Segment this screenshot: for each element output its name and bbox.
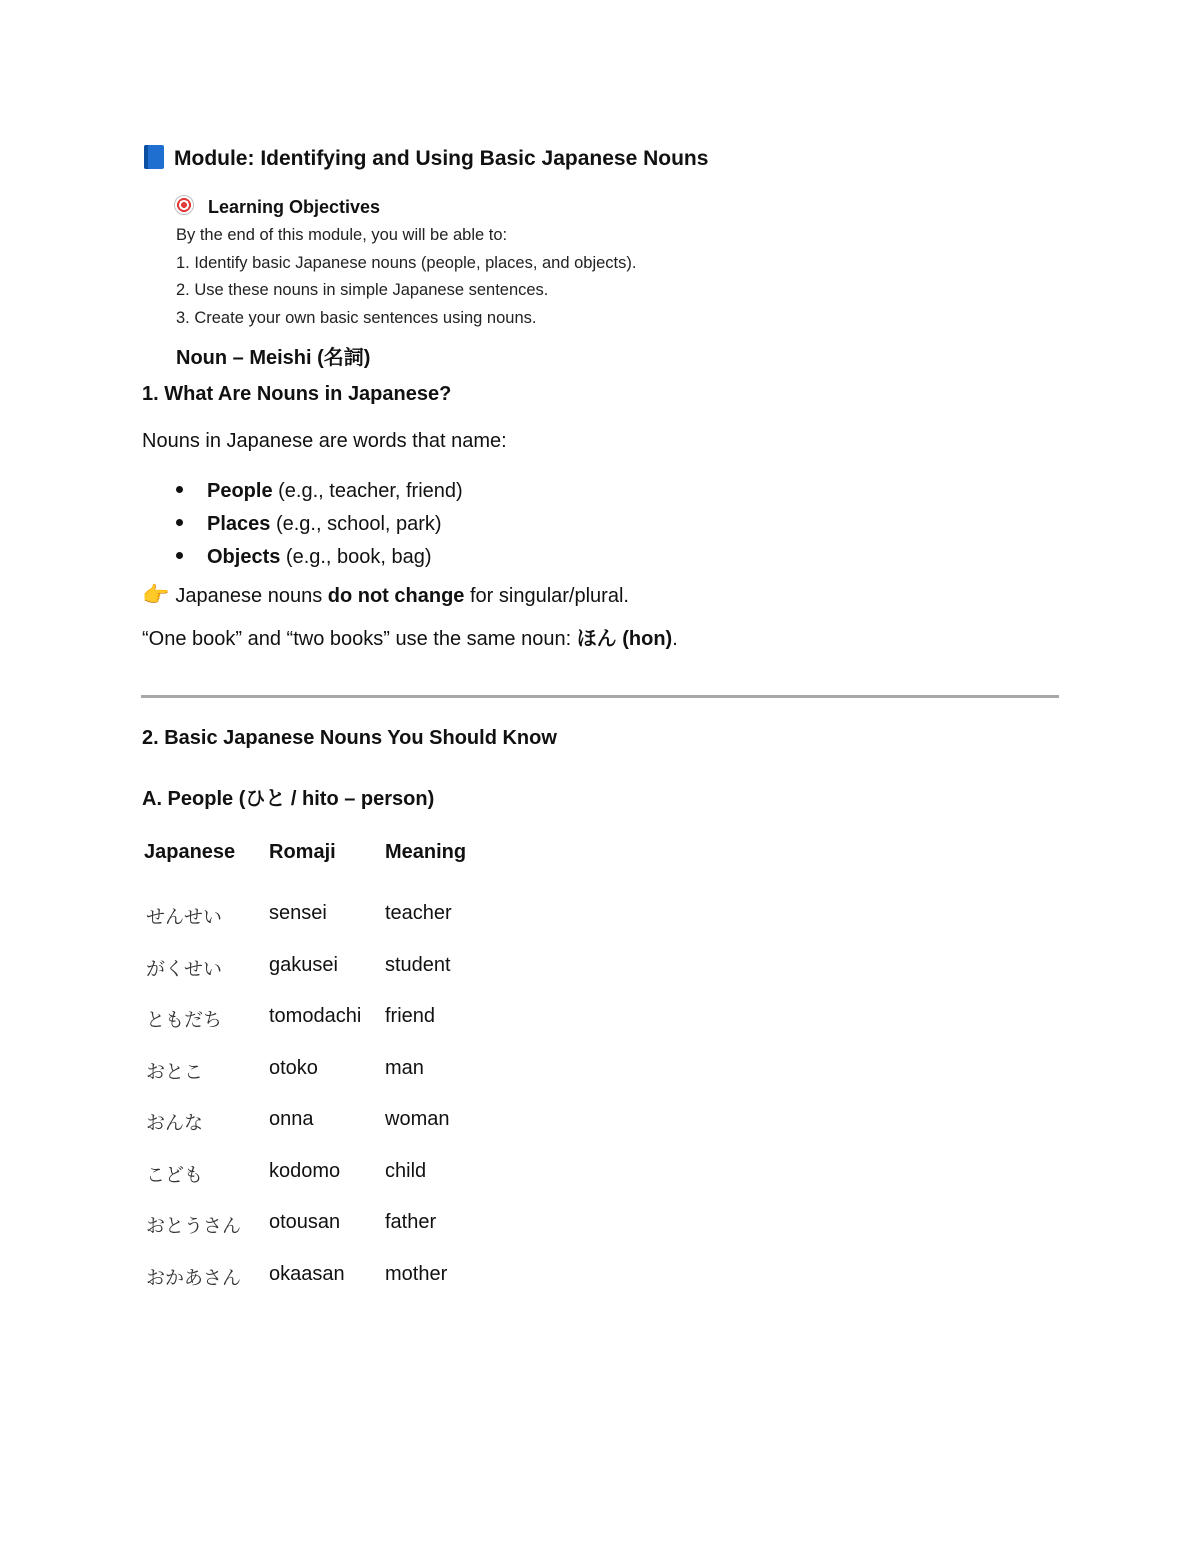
bullet-icon <box>176 486 183 493</box>
objective-item: 3. Create your own basic sentences using nouns. <box>176 309 537 327</box>
module-title-text: Module: Identifying and Using Basic Japanese Nouns <box>174 147 709 170</box>
objectives-intro: By the end of this module, you will be able to: <box>176 226 508 244</box>
noun-heading: Noun – Meishi (名詞) <box>176 347 371 369</box>
target-icon <box>174 195 194 215</box>
section1-heading: 1. What Are Nouns in Japanese? <box>142 383 452 405</box>
learning-objectives-heading: Learning Objectives <box>174 195 380 218</box>
bullet-icon <box>176 519 183 526</box>
plural-note: 👉 Japanese nouns do not change for singular/plural. <box>142 582 629 607</box>
column-header-meaning: Meaning <box>385 841 467 863</box>
horizontal-divider <box>141 695 1059 698</box>
people-subheading: A. People (ひと / hito – person) <box>142 788 435 810</box>
section1-intro: Nouns in Japanese are words that name: <box>142 430 507 452</box>
module-title <box>144 145 708 171</box>
plural-example: “One book” and “two books” use the same noun: ほん (hon). <box>142 628 678 650</box>
column-header-romaji: Romaji <box>269 841 336 863</box>
pointing-hand-icon: 👉 <box>142 582 170 607</box>
objective-item: 2. Use these nouns in simple Japanese sentences. <box>176 281 549 299</box>
objective-item: 1. Identify basic Japanese nouns (people, places, and objects). <box>176 254 637 272</box>
list-item: People (e.g., teacher, friend) <box>176 480 463 503</box>
book-icon <box>144 145 164 169</box>
list-item: Objects (e.g., book, bag) <box>176 546 432 569</box>
bullet-icon <box>176 552 183 559</box>
column-header-japanese: Japanese <box>144 841 236 863</box>
list-item: Places (e.g., school, park) <box>176 513 442 536</box>
section2-heading: 2. Basic Japanese Nouns You Should Know <box>142 727 557 749</box>
